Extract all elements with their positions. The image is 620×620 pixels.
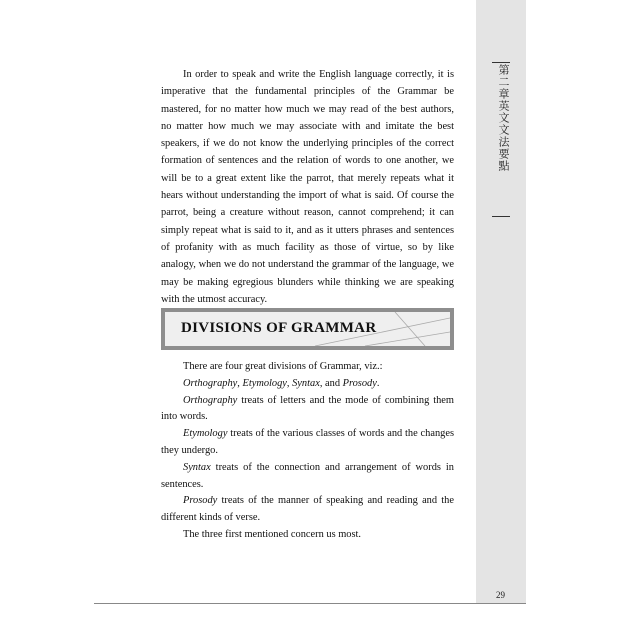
definition-term: Etymology <box>183 428 228 440</box>
division-prosody: Prosody <box>342 377 377 389</box>
division-and: , and <box>319 377 343 389</box>
definition-term: Prosody <box>183 495 218 507</box>
side-tab-top-rule <box>492 62 510 63</box>
definition-text: treats of the connection and arrangement of words in sentences. <box>161 461 454 490</box>
page-number: 29 <box>496 590 505 600</box>
division-etymology: Etymology <box>242 377 287 389</box>
side-tab-chapter: 第二章 <box>497 64 510 100</box>
divisions-section <box>161 359 454 544</box>
division-separator-2: , <box>286 377 293 389</box>
side-tab-title: 英文文法要點 <box>497 100 510 172</box>
section-heading-box <box>161 308 454 350</box>
definition-text: treats of letters and the mode of combining them into words. <box>161 394 454 423</box>
divisions-list <box>161 376 454 393</box>
divisions-intro: There are four great divisions of Grammar, viz.: <box>183 361 383 372</box>
side-tab-bottom-rule <box>492 216 510 217</box>
definition-etymology <box>161 426 454 460</box>
closing-sentence: The three first mentioned concern us most. <box>183 528 362 540</box>
section-heading: DIVISIONS OF GRAMMAR <box>181 320 377 336</box>
division-orthography: Orthography <box>183 377 238 389</box>
division-separator-1: , <box>237 377 243 389</box>
definition-term: Orthography <box>183 394 238 406</box>
definition-term: Syntax <box>183 461 211 473</box>
definition-text: treats of the manner of speaking and reading and the different kinds of verse. <box>161 495 454 524</box>
definition-syntax <box>161 460 454 494</box>
definition-orthography <box>161 393 454 427</box>
division-syntax: Syntax <box>292 377 320 389</box>
intro-paragraph: In order to speak and write the English language correctly, it is imperative that the fundamental principles of the Grammar be mastered, for no matter how much we may read of the best authors, no matter how much we may associate with and imitate the best speakers, if we do not know the underlying principles of the correct formation of sentences and the relation of words to one another, we will be to a great extent like the parrot, that merely repeats what it hears without understanding the import of what is said. Of course the parrot, being a creature without reason, cannot comprehend; it can simply repeat what is said to it, and as it utters phrases and sentences of profanity with as much facility as those of virtue, so by like analogy, when we do not understand the grammar of the language, we may be making egregious blunders while thinking we are speaking with the utmost accuracy. <box>161 69 454 305</box>
page-bottom-rule <box>94 603 526 604</box>
section-heading-panel <box>165 312 450 346</box>
definition-prosody <box>161 493 454 527</box>
side-tab-chapter-title <box>494 64 510 172</box>
definition-text: treats of the various classes of words and the changes they undergo. <box>161 428 454 456</box>
division-end: . <box>376 377 380 389</box>
